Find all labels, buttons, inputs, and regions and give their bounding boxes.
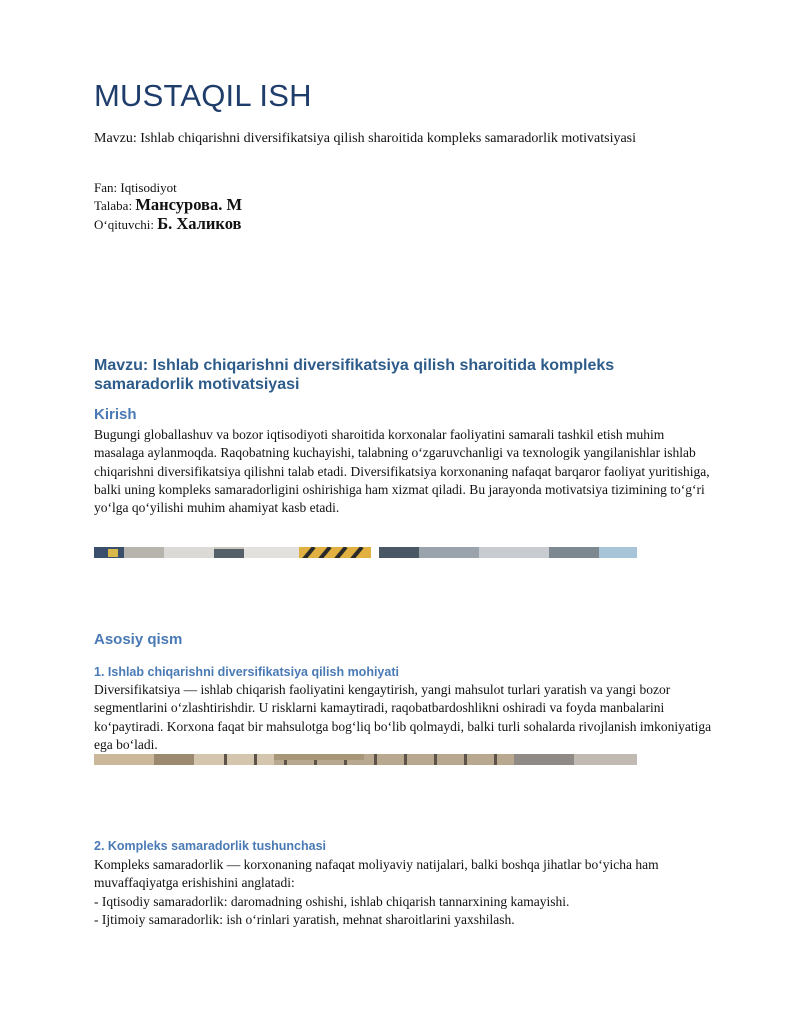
industry-photo-strip — [94, 547, 637, 558]
warehouse-photo-strip — [94, 754, 637, 765]
talaba-line — [94, 195, 242, 215]
document-subtitle: Mavzu: Ishlab chiqarishni diversifikatsiya qilish sharoitida kompleks samaradorlik motivatsiyasi — [94, 131, 637, 146]
main-part-heading: Asosiy qism — [94, 631, 183, 648]
section2-heading: 2. Kompleks samaradorlik tushunchasi — [94, 839, 327, 853]
image-strip-warehouse — [94, 753, 637, 765]
topic-heading: Mavzu: Ishlab chiqarishni diversifikatsiya qilish sharoitida kompleks samaradorlik motivatsiyasi — [94, 357, 615, 393]
oqituvchi-line — [94, 214, 241, 234]
oqituvchi-name: Б. Халиков — [157, 214, 242, 233]
section2-paragraph — [94, 856, 714, 929]
document-title: MUSTAQIL ISH — [94, 78, 312, 113]
intro-paragraph — [94, 426, 714, 517]
talaba-label: Talaba: — [94, 198, 133, 213]
intro-text: Bugungi globallashuv va bozor iqtisodiyoti sharoitida korxonalar faoliyatini samarali tashkil etish muhim masalaga aylanmoqda. Raqobatning kuchayishi, talabning o‘zgaruvchanligi va texnologik yangilanishlar ishlab chiqarishni diversifikatsiya qilishni talab etadi. Diversifikatsiya korxonaning nafaqat barqaror faoliyat yuritishiga, balki uning kompleks samaradorligini oshirishiga ham xizmat qiladi. Bu jarayonda motivatsiya tizimining to‘g‘ri yo‘lga qo‘yilishi muhim ahamiyat kasb etadi. — [94, 427, 710, 516]
talaba-name: Мансурова. М — [135, 195, 243, 214]
intro-heading: Kirish — [94, 406, 137, 423]
image-strip-industry — [94, 546, 637, 558]
section1-heading: 1. Ishlab chiqarishni diversifikatsiya qilish mohiyati — [94, 665, 399, 679]
section1-text: Diversifikatsiya — ishlab chiqarish faoliyatini kengaytirish, yangi mahsulot turlari yaratish va yangi bozor segmentlarini o‘zlashtirishdir. U risklarni kamaytiradi, raqobatbardoshlikni oshiradi va foyda manbalarini ko‘paytiradi. Korxona faqat bir mahsulotga bog‘liq bo‘lib qolmaydi, balki turli sohalarda rivojlanish imkoniyatiga ega bo‘ladi. — [94, 682, 712, 752]
section2-list-item-1: - Iqtisodiy samaradorlik: daromadning oshishi, ishlab chiqarish tannarxining kamayishi. — [94, 893, 570, 909]
section1-paragraph — [94, 681, 714, 754]
section2-text: Kompleks samaradorlik — korxonaning nafaqat moliyaviy natijalari, balki boshqa jihatlar bo‘yicha ham muvaffaqiyatga erishishini anglatadi: — [94, 857, 659, 891]
fan-line: Fan: Iqtisodiyot — [94, 180, 177, 195]
oqituvchi-label: O‘qituvchi: — [94, 217, 154, 232]
section2-list-item-2: - Ijtimoiy samaradorlik: ish o‘rinlari yaratish, mehnat sharoitlarini yaxshilash. — [94, 911, 515, 927]
